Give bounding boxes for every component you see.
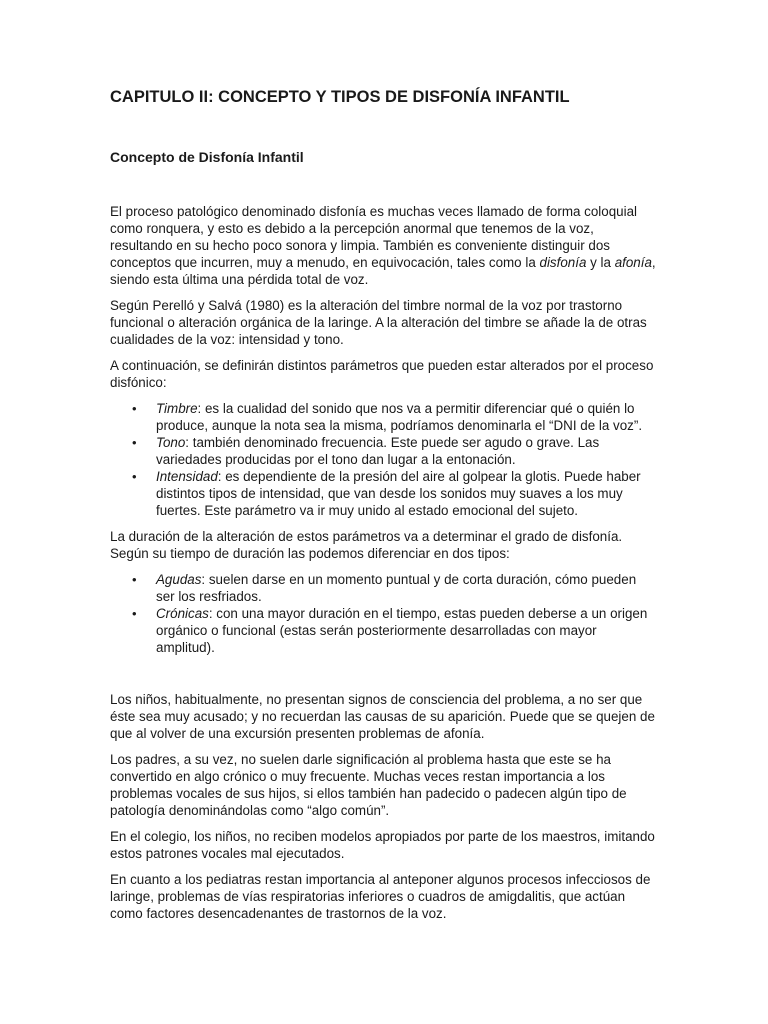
paragraph-duration: La duración de la alteración de estos parámetros va a determinar el grado de disfonía. Según su tiempo de duración las podemos diferenciar en dos tipos: [110, 529, 623, 561]
list-term: Timbre [156, 401, 198, 416]
bullet-icon: • [132, 469, 137, 484]
duration-types-list [110, 571, 658, 656]
list-item-cronicas [110, 605, 658, 656]
paragraph-padres: Los padres, a su vez, no suelen darle significación al problema hasta que este se ha convertido en algo crónico o muy frecuente. Muchas veces restan importancia a los problemas vocales de sus hijos, si ellos también han padecido o padecen algún tipo de patología denominándolas como “algo común”. [110, 752, 627, 818]
list-term: Tono [156, 435, 186, 450]
section-title: Concepto de Disfonía Infantil [110, 149, 304, 165]
paragraph-parameters-intro: A continuación, se definirán distintos parámetros que pueden estar alterados por el proceso disfónico: [110, 358, 654, 390]
paragraph-colegio: En el colegio, los niños, no reciben modelos apropiados por parte de los maestros, imitando estos patrones vocales mal ejecutados. [110, 829, 655, 861]
list-term: Intensidad [156, 469, 218, 484]
emphasis-disfonia: disfonía [539, 255, 587, 270]
list-text: : también denominado frecuencia. Este puede ser agudo o grave. Las variedades producidas por el tono dan lugar a la entonación. [156, 435, 600, 467]
paragraph-ninos: Los niños, habitualmente, no presentan signos de consciencia del problema, a no ser que éste sea muy acusado; y no recuerdan las causas de su aparición. Puede que se quejen de que al volver de una excursión presenten problemas de afonía. [110, 692, 655, 741]
list-text: : es la cualidad del sonido que nos va a permitir diferenciar qué o quién lo produce, aunque la nota sea la misma, podríamos denominarla el “DNI de la voz”. [156, 401, 643, 433]
list-text: : es dependiente de la presión del aire al golpear la glotis. Puede haber distintos tipos de intensidad, que van desde los sonidos muy suaves a los muy fuertes. Este parámetro va ir muy unido al estado emocional del sujeto. [156, 469, 641, 518]
paragraph-text: El proceso patológico denominado disfonía es muchas veces llamado de forma coloquial como ronquera, y esto es debido a la percepción anormal que tenemos de la voz, resultando en su hecho poco sonora y limpia. También es conveniente distinguir dos conceptos que incurren, muy a menudo, en equivocación, tales como la [110, 204, 638, 270]
list-item-tono [110, 434, 658, 468]
paragraph-perello-salva: Según Perelló y Salvá (1980) es la alteración del timbre normal de la voz por trastorno funcional o alteración orgánica de la laringe. A la alteración del timbre se añade la de otras cualidades de la voz: intensidad y tono. [110, 298, 647, 347]
list-term: Crónicas [156, 606, 209, 621]
bullet-icon: • [132, 435, 137, 450]
chapter-title: CAPITULO II: CONCEPTO Y TIPOS DE DISFONÍA INFANTIL [110, 88, 570, 106]
list-text: : suelen darse en un momento puntual y de corta duración, cómo pueden ser los resfriados. [156, 572, 637, 604]
list-term: Agudas [156, 572, 202, 587]
emphasis-afonia: afonía [614, 255, 652, 270]
list-item-intensidad [110, 468, 658, 519]
paragraph-pediatras: En cuanto a los pediatras restan importancia al anteponer algunos procesos infecciosos de laringe, problemas de vías respiratorias inferiores o cuadros de amigdalitis, que actúan como factores desencadenantes de trastornos de la voz. [110, 872, 651, 921]
list-item-agudas [110, 571, 658, 605]
paragraph-definition [110, 203, 658, 288]
bullet-icon: • [132, 572, 137, 587]
bullet-icon: • [132, 401, 137, 416]
paragraph-text: , siendo esta última una pérdida total de voz. [110, 255, 656, 287]
parameters-list [110, 400, 658, 519]
bullet-icon: • [132, 606, 137, 621]
paragraph-text: y la [586, 255, 615, 270]
list-text: : con una mayor duración en el tiempo, estas pueden deberse a un origen orgánico o funcional (estas serán posteriormente desarrolladas con mayor amplitud). [156, 606, 648, 655]
document-body [110, 86, 658, 931]
list-item-timbre [110, 400, 658, 434]
